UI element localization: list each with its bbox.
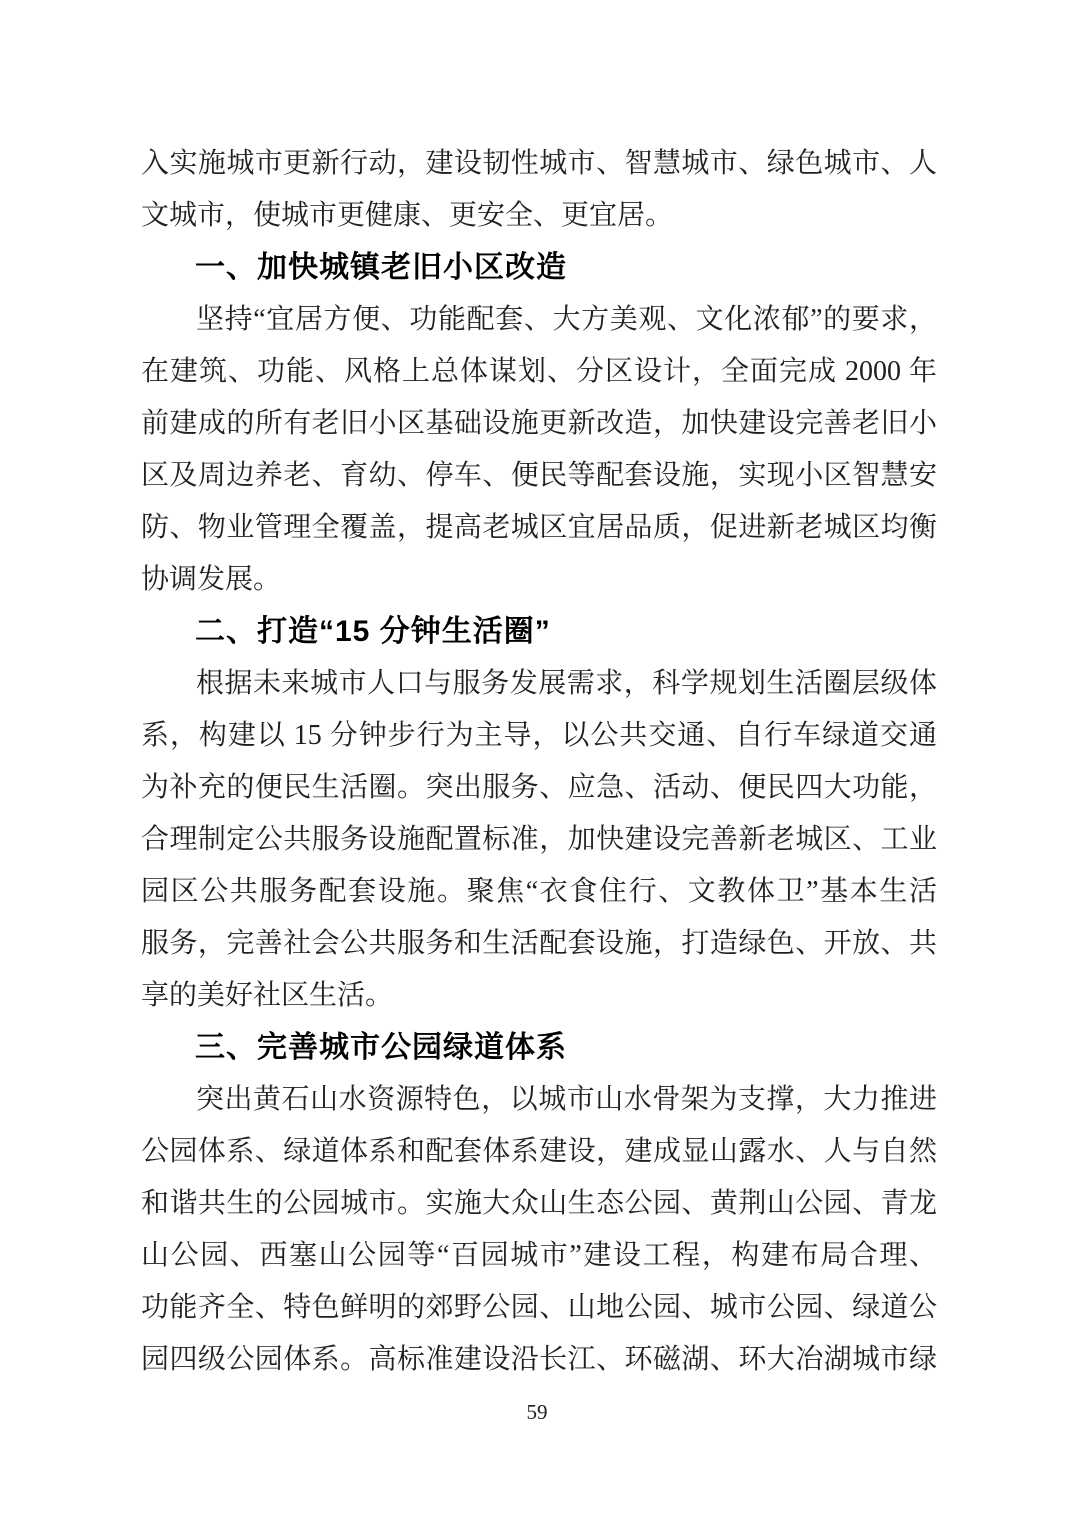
text-line: 公园体系、绿道体系和配套体系建设，建成显山露水、人与自然 bbox=[141, 1136, 937, 1167]
document-content bbox=[141, 138, 937, 1386]
text-line: 为补充的便民生活圈。突出服务、应急、活动、便民四大功能， bbox=[141, 772, 937, 803]
text-line: 和谐共生的公园城市。实施大众山生态公园、黄荆山公园、青龙 bbox=[141, 1188, 937, 1219]
text-line: 服务，完善社会公共服务和生活配套设施，打造绿色、开放、共 bbox=[141, 928, 937, 959]
text-line: 根据未来城市人口与服务发展需求，科学规划生活圈层级体 bbox=[196, 668, 937, 699]
text-line: 系，构建以 15 分钟步行为主导，以公共交通、自行车绿道交通 bbox=[141, 720, 937, 751]
text-line: 区及周边养老、育幼、停车、便民等配套设施，实现小区智慧安 bbox=[141, 460, 937, 491]
text-line: 入实施城市更新行动，建设韧性城市、智慧城市、绿色城市、人 bbox=[141, 148, 937, 179]
text-line: 合理制定公共服务设施配置标准，加快建设完善新老城区、工业 bbox=[141, 824, 937, 855]
section-heading: 一、加快城镇老旧小区改造 bbox=[195, 251, 567, 284]
section-heading: 三、完善城市公园绿道体系 bbox=[195, 1031, 567, 1064]
text-line: 山公园、西塞山公园等“百园城市”建设工程，构建布局合理、 bbox=[141, 1240, 937, 1271]
text-line: 在建筑、功能、风格上总体谋划、分区设计，全面完成 2000 年 bbox=[141, 356, 937, 387]
text-line: 文城市，使城市更健康、更安全、更宜居。 bbox=[141, 200, 674, 231]
text-line: 前建成的所有老旧小区基础设施更新改造，加快建设完善老旧小 bbox=[141, 408, 937, 439]
text-line: 坚持“宜居方便、功能配套、大方美观、文化浓郁”的要求， bbox=[196, 304, 937, 335]
text-line: 防、物业管理全覆盖，提高老城区宜居品质，促进新老城区均衡 bbox=[141, 512, 937, 543]
page-footer bbox=[0, 1400, 1074, 1425]
text-line: 协调发展。 bbox=[141, 564, 282, 595]
text-line: 突出黄石山水资源特色，以城市山水骨架为支撑，大力推进 bbox=[196, 1084, 937, 1115]
page-number: 59 bbox=[526, 1400, 548, 1424]
text-line: 园四级公园体系。高标准建设沿长江、环磁湖、环大冶湖城市绿 bbox=[141, 1344, 937, 1375]
text-line: 功能齐全、特色鲜明的郊野公园、山地公园、城市公园、绿道公 bbox=[141, 1292, 937, 1323]
section-heading: 二、打造“15 分钟生活圈” bbox=[195, 615, 551, 648]
text-line: 享的美好社区生活。 bbox=[141, 980, 394, 1011]
text-line: 园区公共服务配套设施。聚焦“衣食住行、文教体卫”基本生活 bbox=[141, 876, 937, 907]
